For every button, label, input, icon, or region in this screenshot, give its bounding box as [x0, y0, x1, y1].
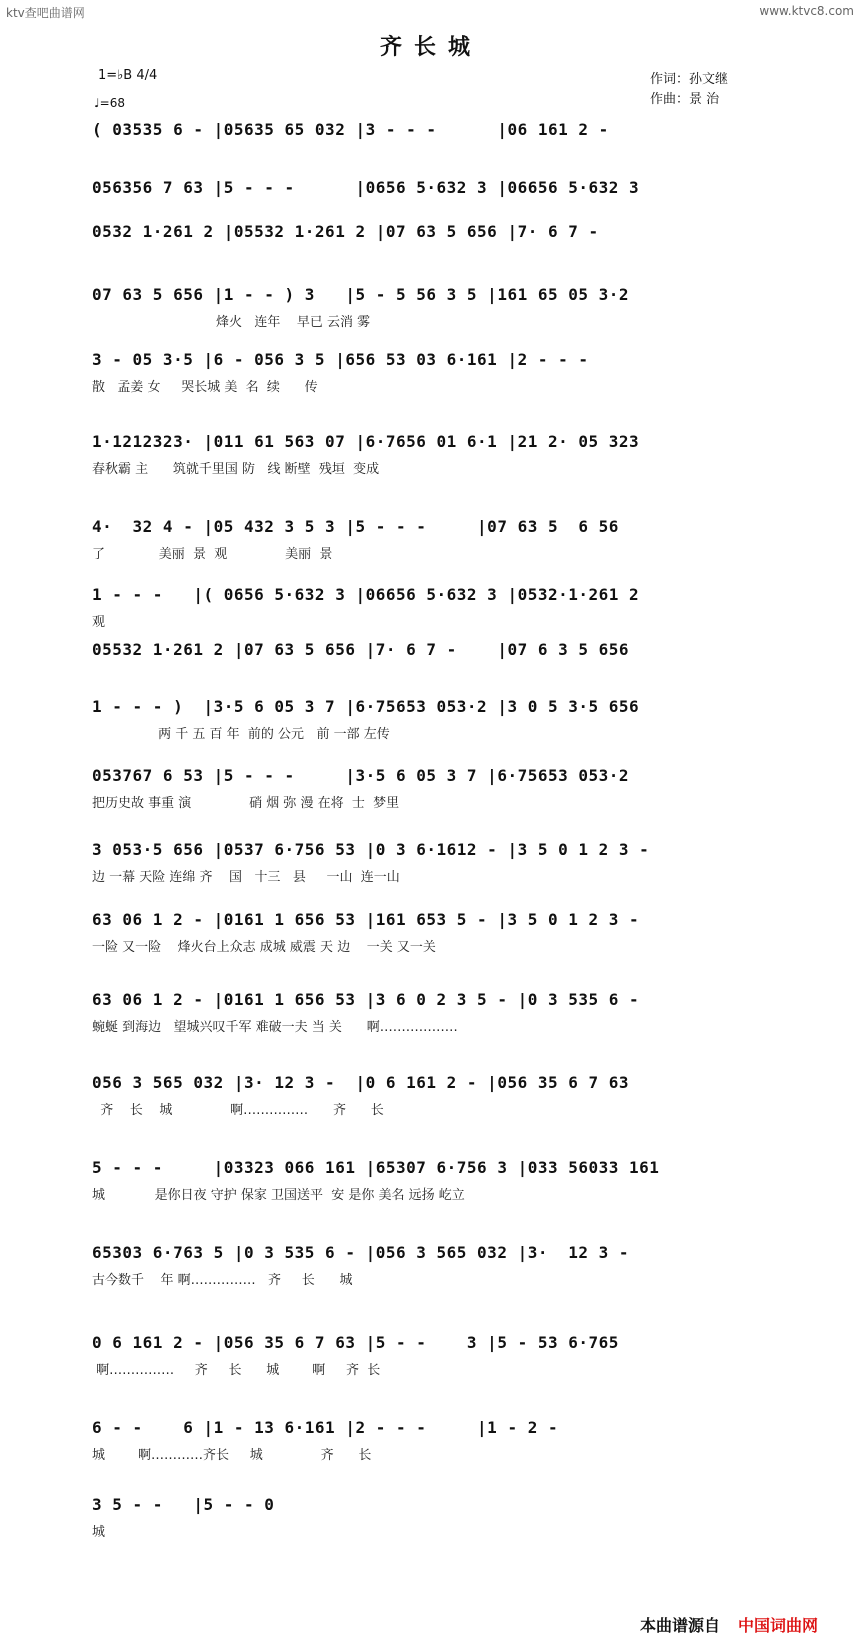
staff-row — [92, 1158, 752, 1200]
notation-line: 3 053·5 656 |0537 6·756 53 |0 3 6·1612 - |3 5 0 1 2 3 - — [92, 840, 650, 859]
footer-site: 中国词曲网 — [738, 1616, 819, 1635]
notation-line: 053767 6 53 |5 - - - |3·5 6 05 3 7 |6·75653 053·2 — [92, 766, 630, 785]
notation-line: 0532 1·261 2 |05532 1·261 2 |07 63 5 656 |7· 6 7 - — [92, 222, 599, 241]
notation-line: 056 3 565 032 |3· 12 3 - |0 6 161 2 - |056 35 6 7 63 — [92, 1073, 630, 1092]
notation-line: 5 - - - |03323 066 161 |65307 6·756 3 |033 56033 161 — [92, 1158, 660, 1177]
lyric-line: 烽火 连年 早已 云消 雾 — [92, 315, 371, 329]
lyric-line: 城 — [92, 1525, 106, 1539]
notation-line: 3 5 - - |5 - - 0 — [92, 1495, 275, 1514]
notation-line: 65303 6·763 5 |0 3 535 6 - |056 3 565 032 |3· 12 3 - — [92, 1243, 630, 1262]
staff-row — [92, 432, 752, 474]
notation-line: 4· 32 4 - |05 432 3 5 3 |5 - - - |07 63 5 6 56 — [92, 517, 619, 536]
notation-line: 63 06 1 2 - |0161 1 656 53 |3 6 0 2 3 5 - |0 3 535 6 - — [92, 990, 640, 1009]
staff-row — [92, 222, 752, 264]
staff-row — [92, 640, 752, 682]
staff-row — [92, 285, 752, 327]
staff-row — [92, 1418, 752, 1460]
watermark-left: ktv查吧曲谱网 — [6, 6, 85, 20]
lyric-line — [92, 248, 752, 266]
song-title: 齐长城 — [379, 34, 482, 60]
staff-row — [92, 840, 752, 882]
key-signature: 1=♭B 4/4 — [98, 68, 158, 83]
lyric-line: 啊…………… 齐 长 城 啊 齐 长 — [92, 1363, 381, 1377]
lyric-line: 一险 又一险 烽火台上众志 成城 威震 天 边 一关 又一关 — [92, 940, 436, 954]
notation-line: 3 - 05 3·5 |6 - 056 3 5 |656 53 03 6·161 |2 - - - — [92, 350, 589, 369]
tempo-marking: ♩=68 — [94, 96, 125, 110]
lyric-line: 古今数千 年 啊…………… 齐 长 城 — [92, 1273, 353, 1287]
notation-line: 1·1212323· |011 61 563 07 |6·7656 01 6·1 |21 2· 05 323 — [92, 432, 640, 451]
staff-row — [92, 585, 752, 627]
composer-credit: 作曲：景 治 — [650, 92, 720, 107]
staff-row — [92, 350, 752, 392]
notation-line: 63 06 1 2 - |0161 1 656 53 |161 653 5 - |3 5 0 1 2 3 - — [92, 910, 640, 929]
notation-line: 07 63 5 656 |1 - - ) 3 |5 - 5 56 3 5 |161 65 05 3·2 — [92, 285, 630, 304]
notation-line: 1 - - - ) |3·5 6 05 3 7 |6·75653 053·2 |3 0 5 3·5 656 — [92, 697, 640, 716]
lyric-line — [92, 146, 752, 164]
notation-line: 1 - - - |( 0656 5·632 3 |06656 5·632 3 |0532·1·261 2 — [92, 585, 640, 604]
lyric-line: 把历史故 事重 演 硝 烟 弥 漫 在将 士 梦里 — [92, 796, 400, 810]
staff-row — [92, 766, 752, 808]
notation-line: 6 - - 6 |1 - 13 6·161 |2 - - - |1 - 2 - — [92, 1418, 559, 1437]
staff-row — [92, 1333, 752, 1375]
staff-row — [92, 517, 752, 559]
staff-row — [92, 1495, 752, 1537]
lyric-line: 城 啊…………齐长 城 齐 长 — [92, 1448, 372, 1462]
lyric-line: 城 是你日夜 守护 保家 卫国送平 安 是你 美名 远扬 屹立 — [92, 1188, 465, 1202]
lyric-line: 蜿蜒 到海边 望城兴叹千军 难破一夫 当 关 啊……………… — [92, 1020, 458, 1034]
lyric-line — [92, 204, 752, 222]
notation-line: 0 6 161 2 - |056 35 6 7 63 |5 - - 3 |5 - 53 6·765 — [92, 1333, 619, 1352]
lyric-line: 春秋霸 主 筑就千里国 防 线 断壁 残垣 变成 — [92, 462, 380, 476]
staff-row — [92, 910, 752, 952]
watermark-right: www.ktvc8.com — [759, 4, 854, 18]
staff-row — [92, 990, 752, 1032]
lyric-line: 观 — [92, 615, 106, 629]
footer-source: 本曲谱源自 — [640, 1616, 721, 1635]
lyric-line: 两 千 五 百 年 前的 公元 前 一部 左传 — [92, 727, 390, 741]
lyric-line: 齐 长 城 啊…………… 齐 长 — [92, 1103, 384, 1117]
staff-row — [92, 178, 752, 220]
notation-line: 056356 7 63 |5 - - - |0656 5·632 3 |06656 5·632 3 — [92, 178, 640, 197]
lyric-line: 边 一幕 天险 连绵 齐 国 十三 县 一山 连一山 — [92, 870, 400, 884]
staff-row — [92, 120, 752, 162]
notation-line: 05532 1·261 2 |07 63 5 656 |7· 6 7 - |07 6 3 5 656 — [92, 640, 630, 659]
lyricist-credit: 作词：孙文继 — [650, 72, 729, 87]
lyric-line: 散 孟姜 女 哭长城 美 名 续 传 — [92, 380, 318, 394]
lyric-line: 了 美丽 景 观 美丽 景 — [92, 547, 333, 561]
lyric-line — [92, 666, 752, 684]
staff-row — [92, 1243, 752, 1285]
notation-line: ( 03535 6 - |05635 65 032 |3 - - - |06 161 2 - — [92, 120, 609, 139]
staff-row — [92, 1073, 752, 1115]
staff-row — [92, 697, 752, 739]
